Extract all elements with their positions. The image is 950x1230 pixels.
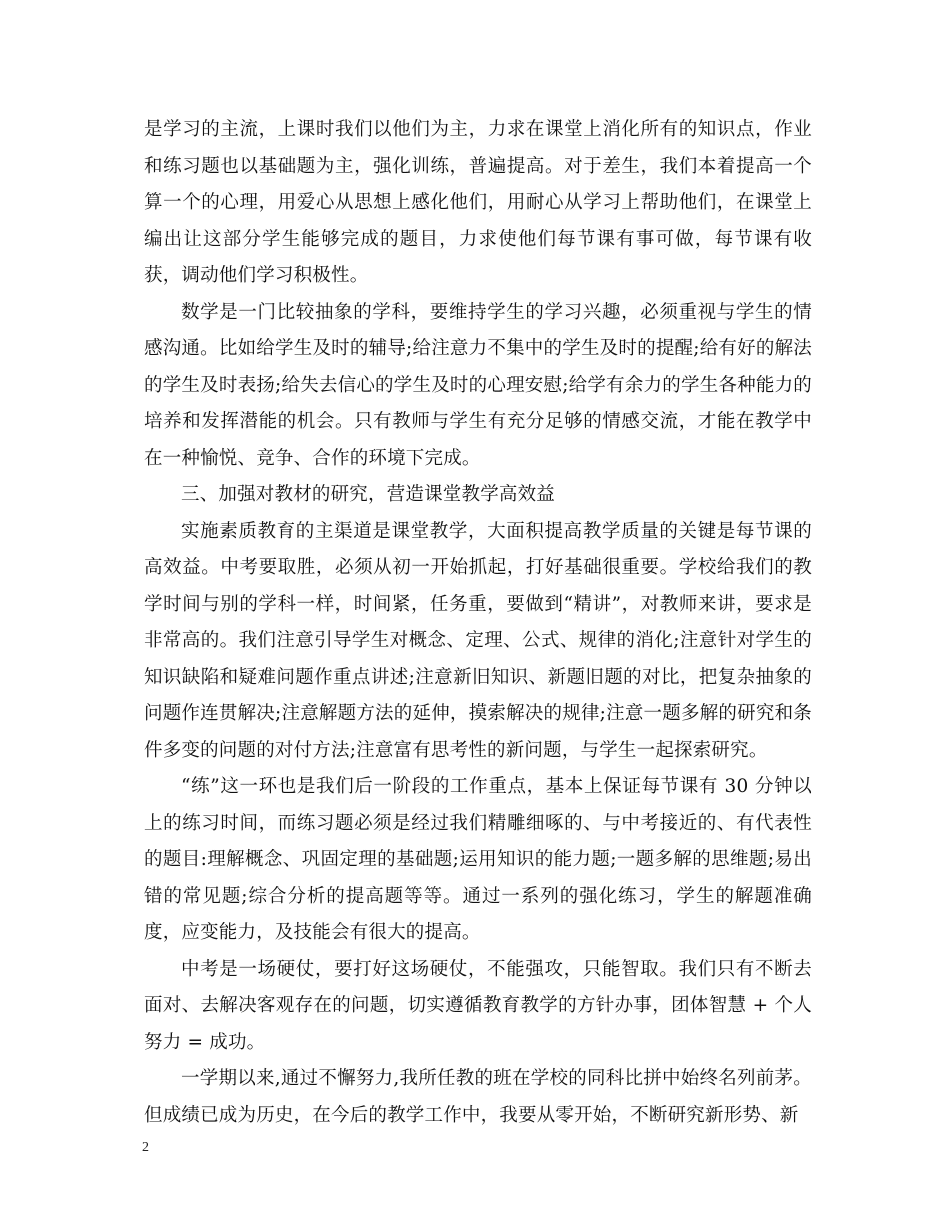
paragraph: 数学是一门比较抽象的学科，要维持学生的学习兴趣，必须重视与学生的情感沟通。比如给学生及时的辅导;给注意力不集中的学生及时的提醒;给有好的解法的学生及时表扬;给失去信心的学生及时的心理安慰;给学有余力的学生各种能力的培养和发挥潜能的机会。只有教师与学生有充分足够的情感交流，才能在教学中在一种愉悦、竞争、合作的环境下完成。 bbox=[144, 301, 812, 469]
page-number: 2 bbox=[142, 1140, 149, 1155]
document-body bbox=[144, 112, 812, 1134]
paragraph: 一学期以来,通过不懈努力,我所任教的班在学校的同科比拼中始终名列前茅。但成绩已成为历史，在今后的教学工作中，我要从零开始，不断研究新形势、新 bbox=[144, 1068, 812, 1126]
paragraph: 中考是一场硬仗，要打好这场硬仗，不能强攻，只能智取。我们只有不断去面对、去解决客观存在的问题，切实遵循教育教学的方针办事，团体智慧 + 个人努力 = 成功。 bbox=[144, 958, 812, 1053]
section-heading: 三、加强对教材的研究，营造课堂教学高效益 bbox=[181, 484, 556, 505]
paragraph-continued: 是学习的主流，上课时我们以他们为主，力求在课堂上消化所有的知识点，作业和练习题也以基础题为主，强化训练，普遍提高。对于差生，我们本着提高一个算一个的心理，用爱心从思想上感化他们，用耐心从学习上帮助他们，在课堂上编出让这部分学生能够完成的题目，力求使他们每节课有事可做，每节课有收获，调动他们学习积极性。 bbox=[144, 119, 812, 286]
paragraph: “练”这一环也是我们后一阶段的工作重点，基本上保证每节课有 30 分钟以上的练习时间，而练习题必须是经过我们精雕细啄的、与中考接近的、有代表性的题目:理解概念、巩固定理的基础题;运用知识的能力题;一题多解的思维题;易出错的常见题;综合分析的提高题等等。通过一系列的强化练习，学生的解题准确度，应变能力，及技能会有很大的提高。 bbox=[144, 776, 812, 943]
paragraph: 实施素质教育的主渠道是课堂教学，大面积提高教学质量的关键是每节课的高效益。中考要取胜，必须从初一开始抓起，打好基础很重要。学校给我们的教学时间与别的学科一样，时间紧，任务重，要做到“精讲”，对教师来讲，要求是非常高的。我们注意引导学生对概念、定理、公式、规律的消化;注意针对学生的知识缺陷和疑难问题作重点讲述;注意新旧知识、新题旧题的对比，把复杂抽象的问题作连贯解决;注意解题方法的延伸，摸索解决的规律;注意一题多解的研究和条件多变的问题的对付方法;注意富有思考性的新问题，与学生一起探索研究。 bbox=[144, 520, 812, 761]
